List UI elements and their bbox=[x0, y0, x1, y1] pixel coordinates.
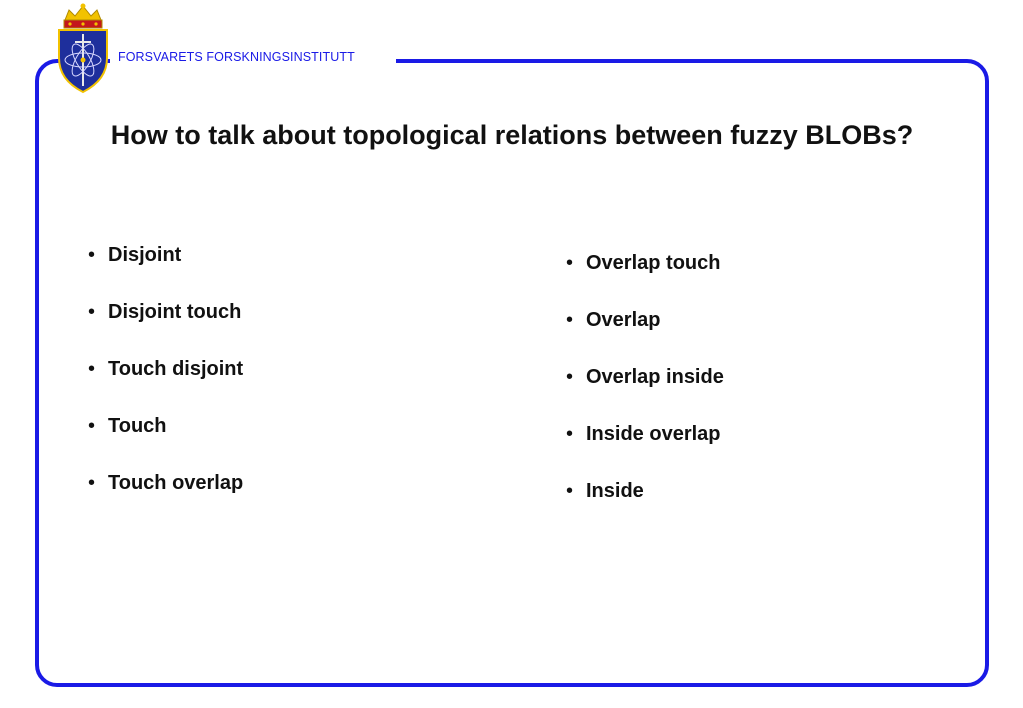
list-item bbox=[566, 306, 724, 363]
list-item-label: Disjoint bbox=[108, 244, 182, 266]
bullet: • bbox=[88, 415, 96, 437]
list-item bbox=[88, 241, 243, 298]
bullet: • bbox=[566, 480, 574, 502]
list-item bbox=[88, 469, 243, 526]
bullet: • bbox=[566, 309, 574, 331]
bullet: • bbox=[88, 301, 96, 323]
list-item bbox=[566, 249, 724, 306]
list-item bbox=[88, 355, 243, 412]
list-item bbox=[566, 477, 724, 534]
list-item-label: Overlap bbox=[586, 309, 661, 331]
bullet: • bbox=[566, 366, 574, 388]
list-item bbox=[88, 298, 243, 355]
left-bullet-list bbox=[88, 241, 243, 526]
bullet: • bbox=[566, 252, 574, 274]
list-item bbox=[566, 420, 724, 477]
coat-of-arms-icon bbox=[55, 2, 111, 94]
bullet: • bbox=[88, 358, 96, 380]
org-name: FORSVARETS FORSKNINGSINSTITUTT bbox=[118, 50, 355, 64]
list-item-label: Inside bbox=[586, 480, 644, 502]
list-item-label: Touch overlap bbox=[108, 472, 244, 494]
list-item bbox=[566, 363, 724, 420]
bullet: • bbox=[88, 472, 96, 494]
list-item-label: Inside overlap bbox=[586, 423, 721, 445]
list-item-label: Touch bbox=[108, 415, 167, 437]
list-item-label: Overlap inside bbox=[586, 366, 724, 388]
list-item-label: Disjoint touch bbox=[108, 301, 242, 323]
list-item-label: Touch disjoint bbox=[108, 358, 244, 380]
list-item-label: Overlap touch bbox=[586, 252, 721, 274]
bullet: • bbox=[566, 423, 574, 445]
bullet: • bbox=[88, 244, 96, 266]
list-item bbox=[88, 412, 243, 469]
right-bullet-list bbox=[566, 249, 724, 534]
slide-title: How to talk about topological relations between fuzzy BLOBs? bbox=[110, 120, 914, 150]
